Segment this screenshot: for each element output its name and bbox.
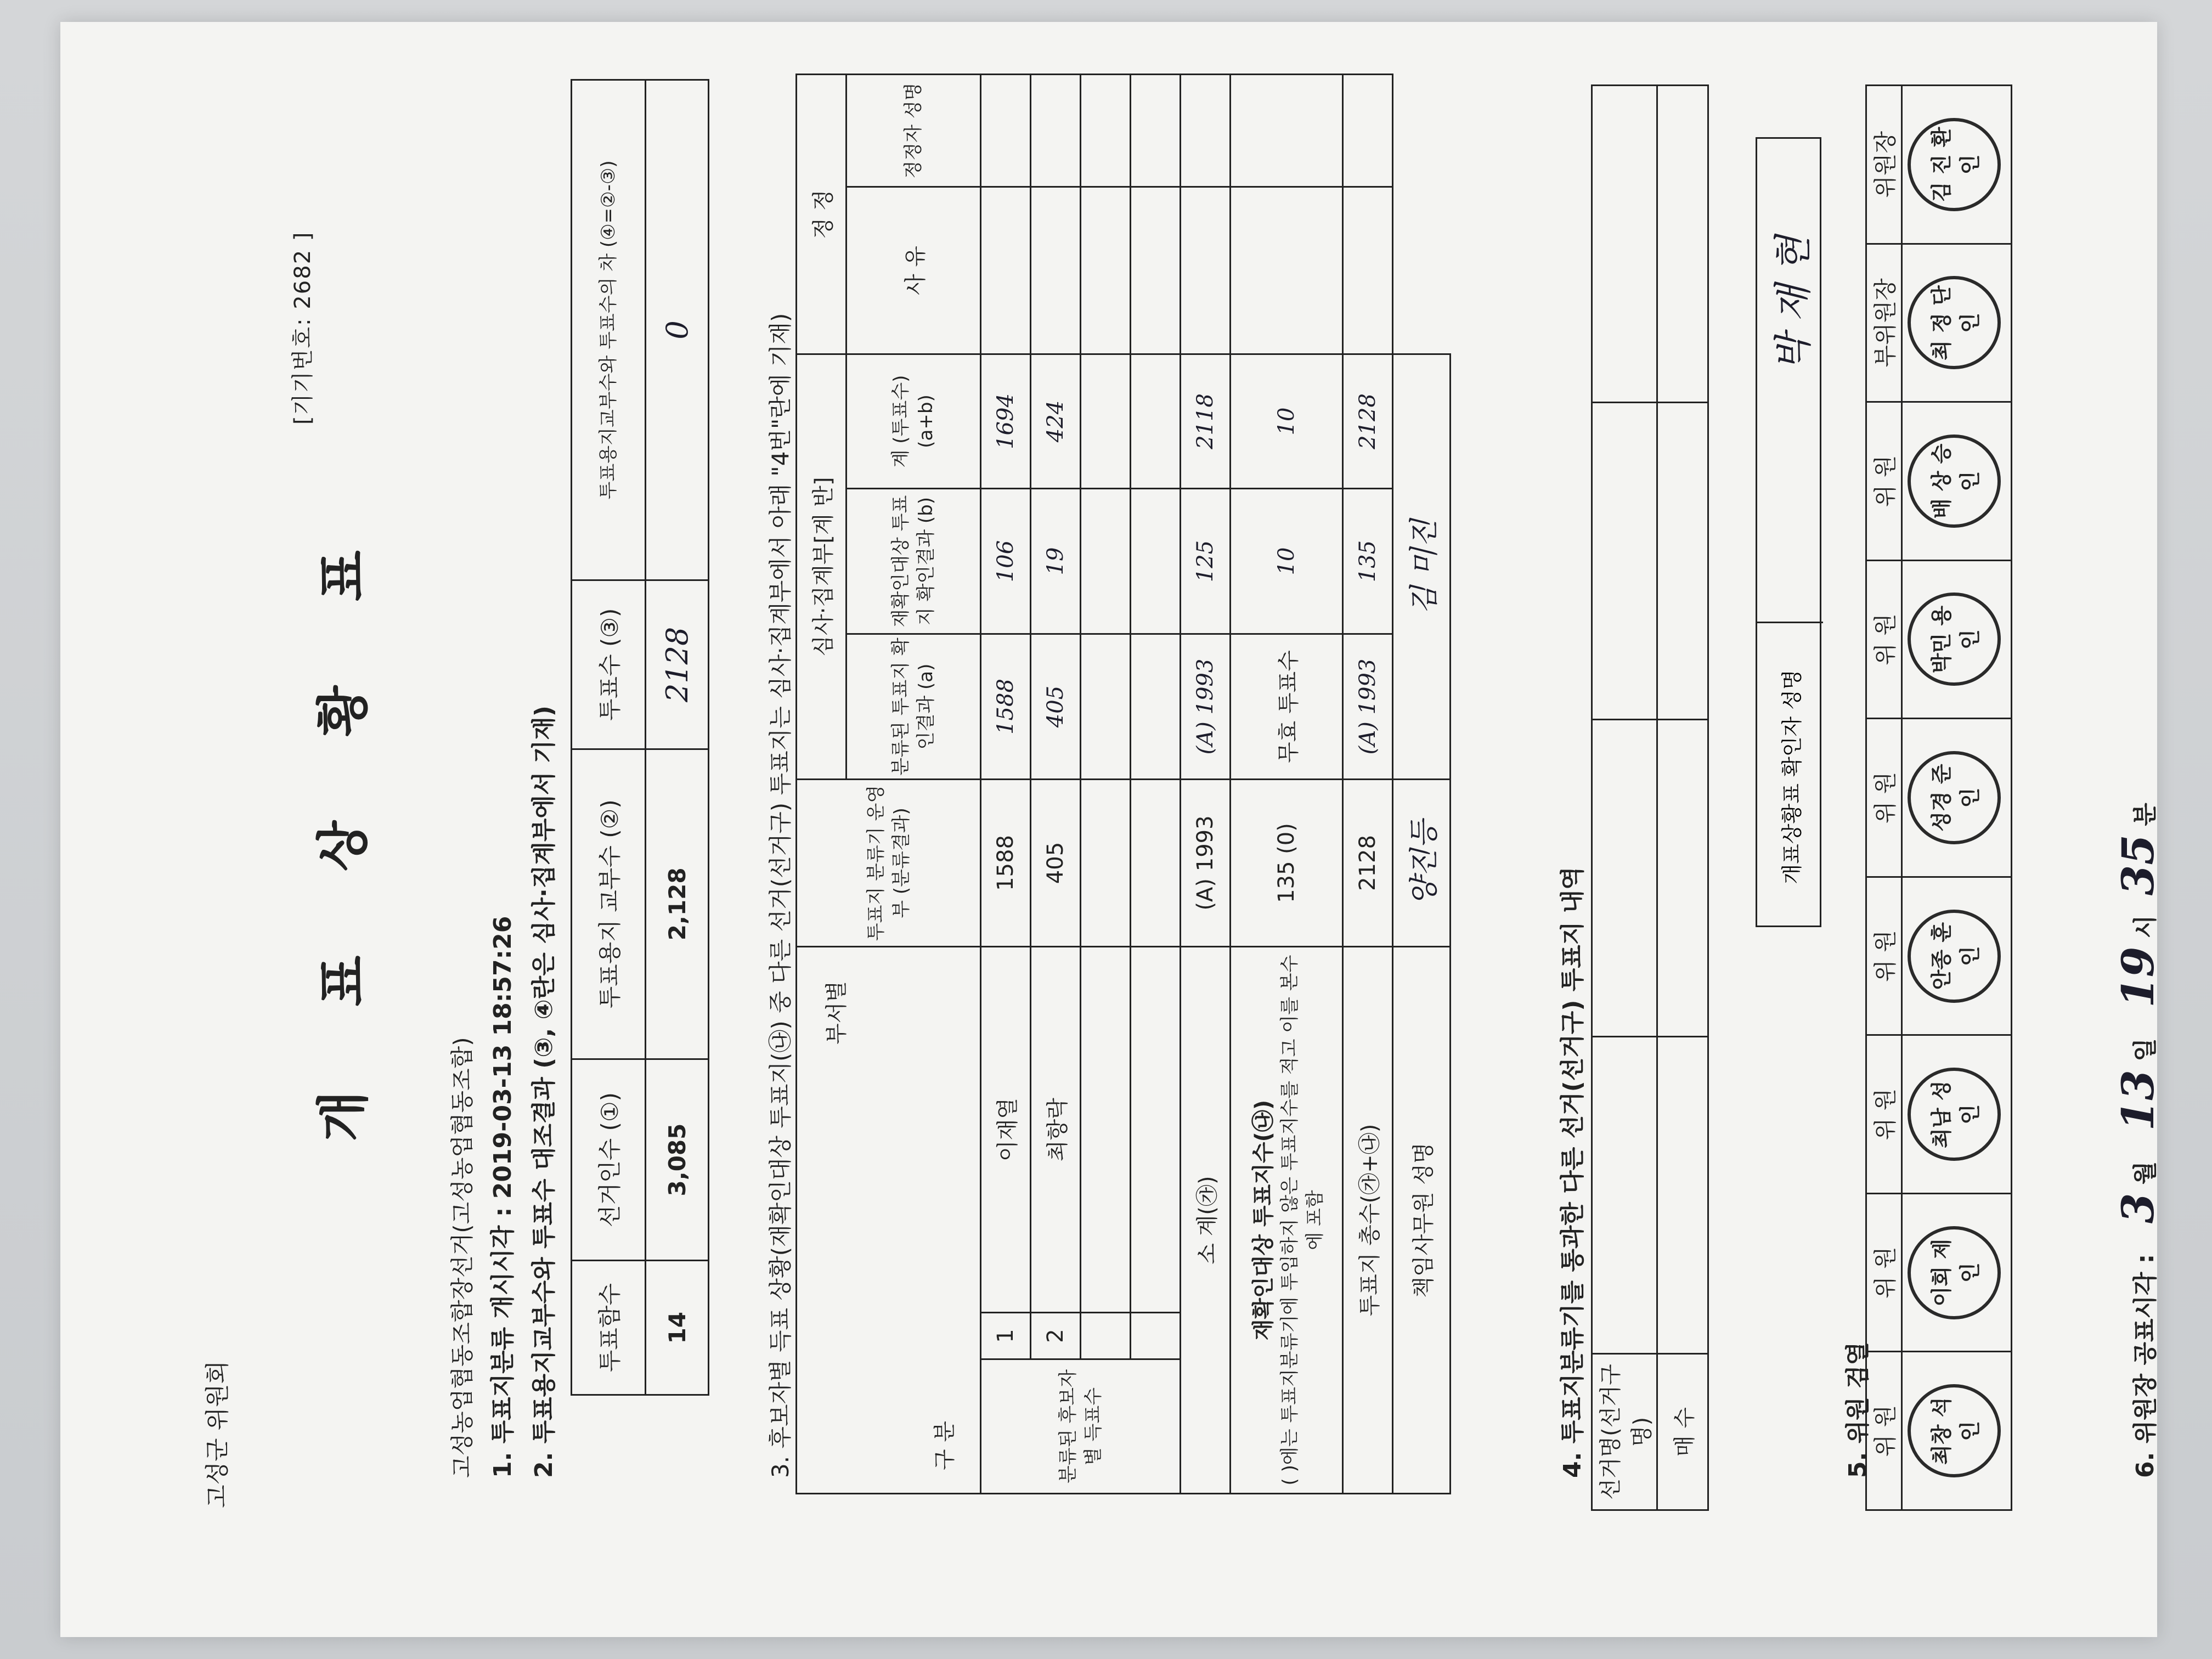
announce-day-unit: 일 [2131, 1038, 2159, 1062]
subtotal-machine: (A) 1993 [1181, 780, 1231, 947]
confirmer-box [1756, 137, 1821, 927]
subtotal-b: 125 [1181, 489, 1231, 634]
announce-month-unit: 월 [2131, 1161, 2159, 1185]
sign-label: 책임사무원 성명 [1393, 947, 1451, 1494]
invalid-sum: 10 [1231, 354, 1343, 489]
election-name: 고성농업협동조합장선거(고성농업협동조합) [449, 1037, 476, 1478]
seal-text: 최창 석인 [1929, 1397, 1982, 1465]
role-label: 부위원장 [1866, 244, 1902, 402]
table-row [981, 75, 1031, 1494]
announce-minute-unit: 분 [2131, 803, 2159, 826]
ballot-count-table [571, 79, 709, 1396]
header-sum: 계 (투표수) (a+b) [847, 354, 981, 489]
signature-row [1393, 75, 1451, 1494]
value-difference: 0 [646, 80, 709, 580]
count-label: 매 수 [1657, 1354, 1708, 1510]
role-label: 위 원 [1866, 1352, 1902, 1510]
section-2-heading: 2. 투표용지교부수와 투표수 대조결과 (③, ④란은 심사·집계부에서 기재) [530, 706, 558, 1478]
corrector-cell [981, 75, 1031, 187]
review-a: 405 [1031, 634, 1081, 780]
announce-label: 6. 위원장 공표시각 : [2131, 1254, 2159, 1478]
confirmer-signature: 박 재 현 [1770, 235, 1816, 371]
confirmer-label-text: 개표상황표 확인자 성명 [1780, 669, 1804, 884]
seal-stamp [1908, 1068, 2001, 1161]
total-machine: 2128 [1343, 780, 1393, 947]
reason-cell [1031, 187, 1081, 354]
machine-count: 1588 [981, 780, 1031, 947]
document-paper [60, 22, 2164, 1637]
subtotal-label: 소 계(㉮) [1181, 947, 1231, 1494]
seal-text: 최 정 단인 [1929, 285, 1982, 360]
candidate-no: 2 [1031, 1313, 1081, 1359]
seal-text: 배 상 승인 [1929, 443, 1982, 519]
section-4-heading: 4. 투표지분류기를 통과한 다른 선거(선거구) 투표지 내역 [1559, 866, 1587, 1478]
header-review-text: 심사·집계부[계 [810, 514, 836, 657]
header-ballot-boxes: 투표함수 [572, 1261, 646, 1395]
role-label: 위 원 [1866, 402, 1902, 561]
seal-stamp [1908, 751, 2001, 844]
value-ballot-boxes: 14 [646, 1261, 709, 1395]
sign-review: 김 미진 [1393, 354, 1451, 780]
review-a: 1588 [981, 634, 1031, 780]
candidate-name: 이재열 [981, 947, 1031, 1313]
invalid-b: 10 [1231, 489, 1343, 634]
seal-text: 박민 용인 [1929, 605, 1982, 674]
total-label: 투표지 총수(㉮+㉯) [1343, 947, 1393, 1494]
seal-stamp [1908, 1226, 2001, 1319]
header-review [797, 354, 847, 780]
other-ballots-table [1591, 84, 1709, 1511]
role-label: 위 원 [1866, 877, 1902, 1035]
announce-month: 3 [2112, 1193, 2164, 1224]
invalid-label: 무효 투표수 [1231, 634, 1343, 780]
total-sum: 2128 [1343, 354, 1393, 489]
section-3-heading: 3. 후보자별 득표 상황(재확인대상 투표지(㉯) 중 다른 선거(선거구) 투표지는 심사·집계부에서 아래 "4번"란에 기재) [767, 313, 794, 1478]
seal-text: 안종 훈인 [1929, 922, 1982, 990]
review-b: 19 [1031, 489, 1081, 634]
sign-machine: 양진등 [1393, 780, 1451, 947]
recheck-machine: 135 (0) [1231, 780, 1343, 947]
header-ban: 반] [810, 477, 836, 507]
header-voters: 선거인수 (①) [572, 1059, 646, 1260]
header-a: 분류된 투표지 확인결과 (a) [847, 634, 981, 780]
recheck-note: ( )에는 투표지분류기에 투입하지 않은 투표지수를 적고 이를 본수에 포함 [1278, 955, 1326, 1486]
section-5-heading: 5. 위원 검열 [1844, 1342, 1872, 1478]
candidate-results-table [795, 74, 1451, 1494]
recheck-label: 재확인대상 투표지수(㉯) [1250, 1099, 1276, 1341]
candidate-no: 1 [981, 1313, 1031, 1359]
announce-minute: 35 [2112, 834, 2164, 896]
header-reason: 사 유 [847, 187, 981, 354]
seal-text: 성경 준인 [1929, 764, 1982, 832]
announce-day: 13 [2112, 1070, 2164, 1131]
corrector-cell [1031, 75, 1081, 187]
header-difference: 투표용지교부수와 투표수의 차 (④=②-③) [572, 80, 646, 580]
recheck-row [1231, 75, 1343, 1494]
subtotal-row [1181, 75, 1231, 1494]
election-name-label: 선거명(선거구명) [1592, 1354, 1657, 1510]
total-a: (A) 1993 [1343, 634, 1393, 780]
header-corrector: 정정자 성명 [847, 75, 981, 187]
announce-hour-unit: 시 [2131, 915, 2159, 939]
value-voters: 3,085 [646, 1059, 709, 1260]
role-label: 위 원 [1866, 560, 1902, 719]
table-row [1131, 75, 1181, 1494]
subtotal-sum: 2118 [1181, 354, 1231, 489]
device-number: [기기번호: 2682 ] [290, 231, 315, 425]
seal-text: 최남 성인 [1929, 1080, 1982, 1148]
recheck-cell [1231, 947, 1343, 1494]
seal-text: 김 진 환인 [1929, 127, 1982, 202]
header-votes: 투표수 (③) [572, 580, 646, 749]
organization-label: 고성군 위원회 [204, 1360, 232, 1508]
announce-hour: 19 [2112, 946, 2164, 1008]
document-content [60, 22, 2164, 1637]
table-row [1031, 75, 1081, 1494]
header-gubun: 구 분 [932, 1421, 957, 1470]
seal-stamp [1908, 593, 2001, 686]
role-label: 위 원 [1866, 719, 1902, 877]
corner-header [797, 947, 981, 1494]
seal-stamp [1908, 118, 2001, 211]
header-b: 재확인대상 투표지 확인결과 (b) [847, 489, 981, 634]
header-machine: 투표지 분류기 운영부 (분류결과) [797, 780, 981, 947]
seal-stamp [1908, 435, 2001, 528]
total-b: 135 [1343, 489, 1393, 634]
review-sum: 424 [1031, 354, 1081, 489]
header-busubyeol: 부서별 [823, 981, 849, 1045]
table-row [1081, 75, 1131, 1494]
seal-stamp [1908, 276, 2001, 369]
role-label: 위 원 [1866, 1193, 1902, 1352]
section-1-start-time: 1. 투표지분류 개시시각 : 2019-03-13 18:57:26 [489, 916, 517, 1478]
value-issued: 2,128 [646, 749, 709, 1059]
role-label: 위 원 [1866, 1035, 1902, 1194]
reason-cell [981, 187, 1031, 354]
machine-count: 405 [1031, 780, 1081, 947]
subtotal-a: (A) 1993 [1181, 634, 1231, 780]
total-row [1343, 75, 1393, 1494]
value-votes: 2128 [646, 580, 709, 749]
seal-stamp [1908, 910, 2001, 1003]
candidate-name: 최항락 [1031, 947, 1081, 1313]
header-correction: 정 정 [797, 75, 847, 354]
review-b: 106 [981, 489, 1031, 634]
review-sum: 1694 [981, 354, 1031, 489]
section-6-announcement [2112, 803, 2164, 1478]
committee-seals-table [1865, 84, 2012, 1511]
role-label: 위원장 [1866, 86, 1902, 244]
seal-stamp [1908, 1384, 2001, 1477]
document-title: 개 표 상 황 표 [313, 517, 374, 1142]
group-label: 분류된 후보자별 득표수 [981, 1359, 1181, 1494]
seal-text: 이회 제인 [1929, 1239, 1982, 1307]
header-issued: 투표용지 교부수 (②) [572, 749, 646, 1059]
confirmer-label [1757, 622, 1823, 929]
